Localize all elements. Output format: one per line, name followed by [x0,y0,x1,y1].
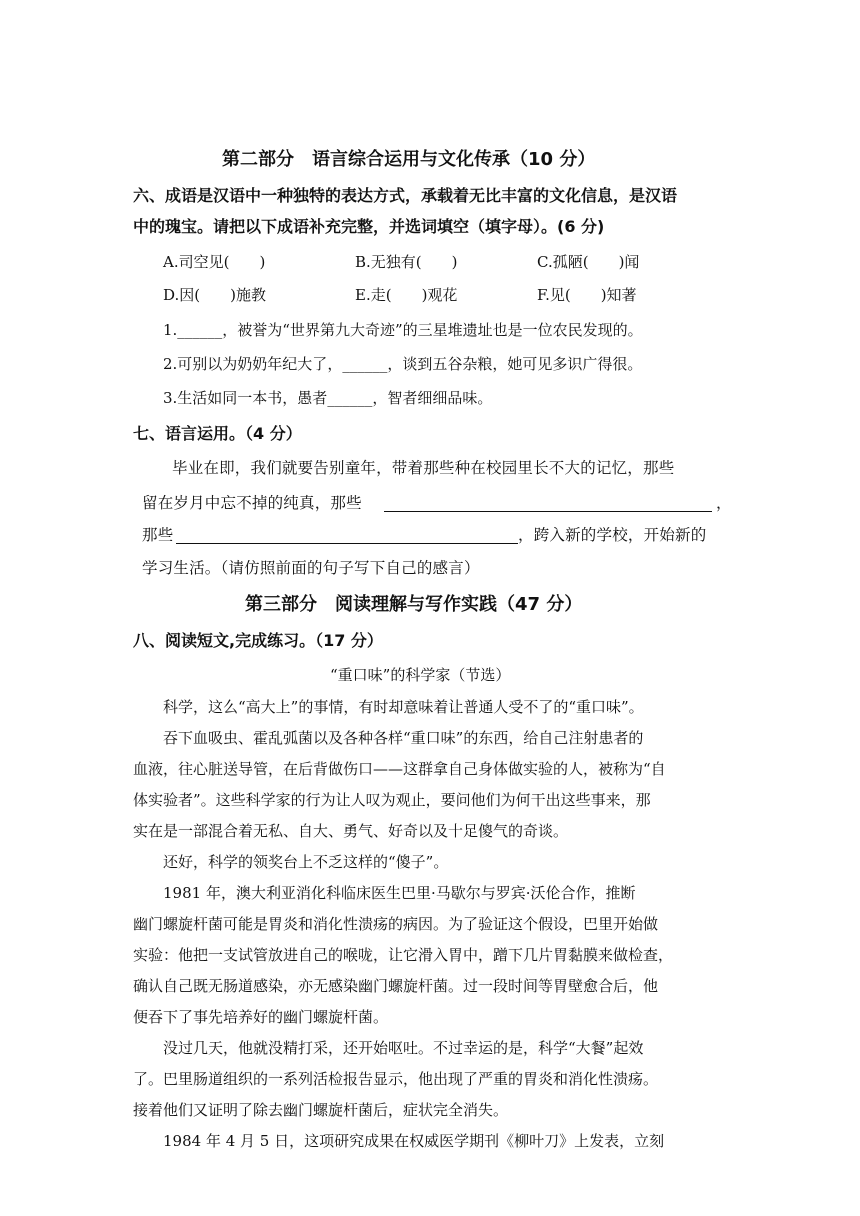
article-line: 1981 年，澳大利亚消化科临床医生巴里·马歇尔与罗宾·沃伦合作，推断 [133,884,636,902]
q7-line-2-end: ， [716,494,732,512]
idiom-option-d: D.因( )施教 [163,286,266,304]
article-line: 接着他们又证明了除去幽门螺旋杆菌后，症状完全消失。 [133,1101,509,1119]
article-line: 了。巴里肠道组织的一系列活检报告显示，他出现了严重的胃炎和消化性溃疡。 [133,1070,659,1088]
part2-title: 第二部分 语言综合运用与文化传承（10 分） [222,149,596,170]
article-line: 确认自己既无肠道感染，亦无感染幽门螺旋杆菌。过一段时间等胃壁愈合后，他 [133,977,659,995]
article-line: 体实验者”。这些科学家的行为让人叹为观止，要问他们为何干出这些事来，那 [133,791,651,809]
idiom-option-f: F.见( )知著 [537,286,637,304]
article-line: 没过几天，他就没精打采，还开始呕吐。不过幸运的是，科学“大餐”起效 [133,1039,644,1057]
q7-answer-blank-1[interactable] [384,511,712,512]
article-line: 幽门螺旋杆菌可能是胃炎和消化性溃疡的病因。为了验证这个假设，巴里开始做 [133,915,659,933]
article-line: 便吞下了事先培养好的幽门螺旋杆菌。 [133,1008,389,1026]
idiom-option-b: B.无独有( ) [355,253,458,271]
article-line: 实验：他把一支试管放进自己的喉咙，让它滑入胃中，蹭下几片胃黏膜来做检查， [133,946,674,964]
article-line: 科学，这么“高大上”的事情，有时却意味着让普通人受不了的“重口味”。 [133,698,644,716]
q7-line-1: 毕业在即，我们就要告别童年，带着那些种在校园里长不大的记忆，那些 [172,459,675,477]
q8-heading: 八、阅读短文,完成练习。（17 分） [133,631,383,650]
q6-heading-line2: 中的瑰宝。请把以下成语补充完整，并选词填空（填字母）。(6 分) [133,217,605,236]
part3-title: 第三部分 阅读理解与写作实践（47 分） [245,594,583,615]
q7-line-3-end: ，跨入新的学校，开始新的 [518,526,707,544]
article-line: 实在是一部混合着无私、自大、勇气、好奇以及十足傻气的奇谈。 [133,822,569,840]
q7-line-4: 学习生活。（请仿照前面的句子写下自己的感言） [142,559,480,577]
q7-line-3-start: 那些 [142,526,174,544]
q6-item-1: 1.______，被誉为“世界第九大奇迹”的三星堆遗址也是一位农民发现的。 [163,321,643,339]
idiom-option-e: E.走( )观花 [355,286,458,304]
idiom-option-a: A.司空见( ) [163,253,266,271]
q6-item-3: 3.生活如同一本书，愚者______，智者细细品味。 [163,389,493,407]
article-line: 吞下血吸虫、霍乱弧菌以及各种各样“重口味”的东西，给自己注射患者的 [133,729,644,747]
article-line: 血液，往心脏送导管，在后背做伤口——这群拿自己身体做实验的人，被称为“自 [133,760,666,778]
q7-line-2-start: 留在岁月中忘不掉的纯真，那些 [142,494,362,512]
article-title: “重口味”的科学家（节选） [330,666,511,684]
article-line: 1984 年 4 月 5 日，这项研究成果在权威医学期刊《柳叶刀》上发表，立刻 [133,1132,665,1150]
q7-answer-blank-2[interactable] [176,543,518,544]
article-line: 还好，科学的领奖台上不乏这样的“傻子”。 [133,853,449,871]
idiom-option-c: C.孤陋( )闻 [537,253,640,271]
q6-item-2: 2.可别以为奶奶年纪大了，______，谈到五谷杂粮，她可见多识广得很。 [163,355,643,373]
q6-heading-line1: 六、成语是汉语中一种独特的表达方式，承载着无比丰富的文化信息，是汉语 [133,186,678,205]
q7-heading: 七、语言运用。（4 分） [133,424,302,443]
